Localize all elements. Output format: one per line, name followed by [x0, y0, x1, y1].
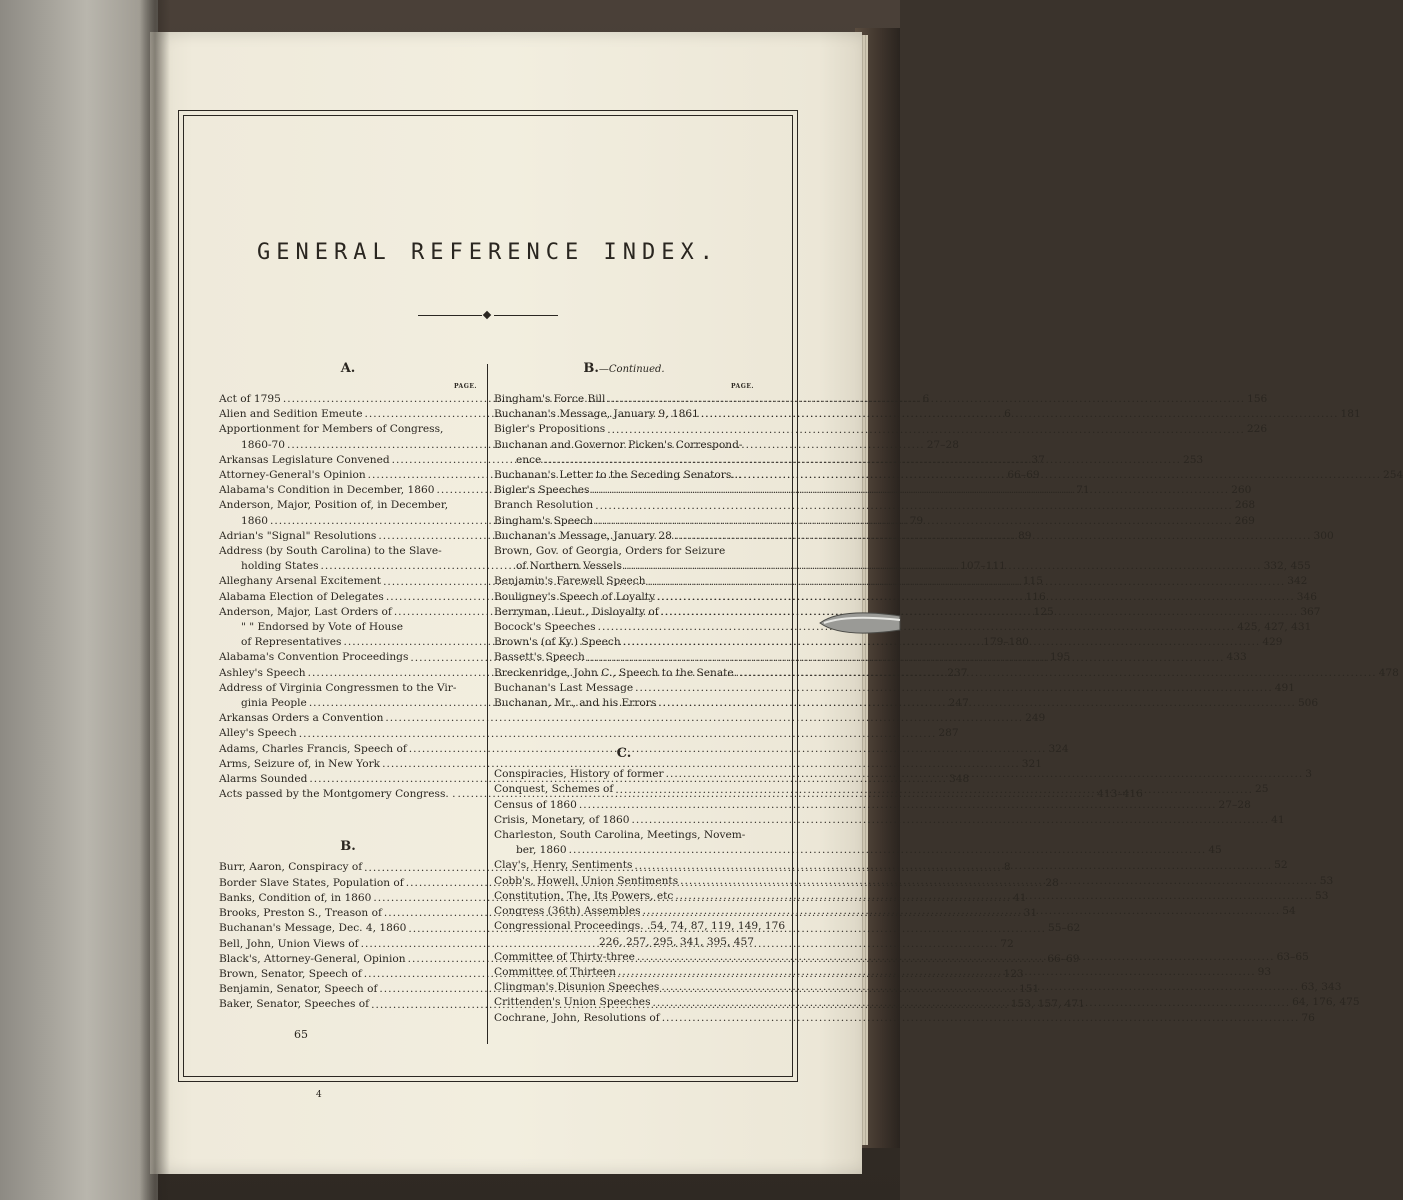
leader-dots [661, 605, 1299, 620]
entry-title: Anderson, Major, Last Orders of [219, 605, 392, 618]
entry-page-ref: 287 [938, 727, 959, 740]
leader-dots [662, 1011, 1300, 1026]
entry-title: " " Endorsed by Vote of House [241, 621, 404, 634]
entry-title: Burr, Aaron, Conspiracy of [219, 861, 363, 874]
entry-title: Constitution, The, Its Powers, etc [494, 889, 674, 902]
entry-page-ref: 52 [1274, 859, 1288, 872]
entry-title: Bocock's Speeches [494, 621, 596, 634]
leader-dots [450, 499, 475, 514]
leader-dots [607, 423, 1245, 438]
entry-title: Alleghany Arsenal Excitement [219, 575, 382, 588]
entry-title: Berryman, Lieut., Disloyalty of [494, 605, 659, 618]
entry-title: ginia People [241, 697, 307, 710]
leader-dots [653, 996, 1291, 1011]
entry-title: Bingham's Speech [494, 514, 594, 527]
entry-page-ref: 6 [922, 393, 930, 405]
section-heading-a: A. [340, 361, 356, 376]
entry-page-ref: 156 [1247, 393, 1268, 405]
entry-title: Committee of Thirteen [494, 965, 617, 978]
entry-title: Address (by South Carolina) to the Slave- [219, 545, 442, 558]
entry-page-ref: 41 [1271, 813, 1285, 826]
index-entry [219, 711, 1046, 726]
title-ornament [418, 314, 558, 317]
entry-page-ref: 3 [1305, 768, 1312, 781]
entry-title: Buchanan's Message, January 9, 1861 [494, 408, 699, 421]
leader-dots [658, 696, 1296, 711]
entry-page-ref: 89 [1018, 529, 1032, 542]
entry-title: Arkansas Orders a Convention [219, 712, 384, 725]
entry-title: Buchanan's Message, Dec. 4, 1860 [219, 922, 407, 935]
entry-title: Bigler's Propositions [494, 423, 606, 436]
index-entry [494, 828, 754, 843]
entry-title: ence [516, 453, 542, 466]
entry-title: Buchanan and Governor Picken's Correspond- [494, 438, 743, 451]
leader-dots [648, 575, 1286, 590]
entry-page-ref: 63–65 [1276, 950, 1309, 963]
entry-page-ref: 45 [1208, 844, 1222, 857]
page-number: 4 [316, 1090, 322, 1100]
leader-dots [445, 423, 475, 438]
leader-dots [634, 859, 1272, 874]
leader-dots [727, 544, 752, 559]
entry-page-ref: 332, 455 [1263, 560, 1311, 573]
leader-dots [618, 965, 1256, 980]
entry-page-ref: 247 [948, 697, 969, 710]
facing-page-left [0, 0, 158, 1200]
entry-page-ref: 260 [1231, 484, 1252, 497]
entry-page-ref: 66–69 [1007, 469, 1040, 482]
entry-title: Buchanan's Message, January 28 [494, 529, 672, 542]
entry-title: Brooks, Preston S., Treason of [219, 907, 382, 920]
leader-dots [743, 468, 1381, 483]
index-entry [219, 544, 477, 559]
entry-title: Bell, John, Union Views of [219, 937, 359, 950]
entry-page-ref: 53 [1319, 874, 1334, 887]
leader-dots [637, 950, 1275, 965]
entry-title: Congress (36th) Assembles [494, 905, 641, 918]
entry-page-ref: 27–28 [1218, 798, 1251, 811]
entry-page-ref: 8 [1003, 861, 1011, 874]
entry-title: Bassett's Speech [494, 651, 585, 664]
entry-title: Baker, Senator, Speeches of [219, 998, 370, 1011]
letter-opener-bookmark [818, 606, 900, 640]
index-entry [494, 813, 1285, 828]
leader-dots [744, 438, 752, 453]
entry-page-ref: 342 [1287, 575, 1308, 588]
index-entry [219, 742, 1069, 757]
entry-page-ref: 25 [1254, 783, 1269, 796]
entry-page-ref: 179–180 [983, 636, 1029, 649]
entry-page-ref: 324 [1048, 742, 1069, 755]
entry-title: 226, 257, 295, 341, 395, 457 [599, 935, 754, 948]
leader-dots [643, 904, 1281, 919]
index-entry [494, 422, 1268, 437]
entry-page-ref: 76 [1301, 1011, 1315, 1024]
entry-title: Charleston, South Carolina, Meetings, Novem- [494, 829, 746, 842]
entry-title: Clay's, Henry, Sentiments [494, 859, 633, 872]
entry-title: Branch Resolution [494, 499, 594, 512]
entry-page-ref: 300 [1313, 529, 1334, 542]
entry-title: Act of 1795 [219, 393, 281, 405]
entry-page-ref: 367 [1300, 605, 1321, 618]
section-heading-b-continued [494, 360, 754, 378]
leader-dots [579, 798, 1217, 813]
section-heading-b: B. [340, 839, 356, 855]
leader-dots [591, 483, 1229, 498]
entry-title: Conspiracies, History of former [494, 768, 664, 781]
entry-page-ref: 433 [1226, 651, 1247, 664]
entry-title: Buchanan's Last Message [494, 681, 634, 694]
leader-dots [569, 843, 1207, 858]
entry-page-ref: 41 [1013, 891, 1027, 904]
entry-title: Brown, Senator, Speech of [219, 967, 362, 980]
entry-page-ref: 53 [1314, 889, 1329, 902]
entry-page-ref: 64, 176, 475 [1292, 996, 1360, 1009]
index-entry [219, 620, 477, 635]
leader-dots [666, 767, 1304, 782]
index-entry [494, 392, 1268, 407]
entry-page-ref: 151 [1019, 983, 1040, 996]
index-entry [494, 407, 1361, 422]
entry-title: Breckenridge, John C., Speech to the Senate. [494, 666, 738, 679]
entry-title: Ashley's Speech [219, 666, 306, 679]
entry-title: Bingham's Force Bill [494, 393, 606, 405]
index-entry [494, 620, 1312, 635]
entry-title: Adams, Charles Francis, Speech of [219, 742, 407, 755]
entry-title: Brown's (of Ky.) Speech [494, 636, 621, 649]
entry-page-ref: 79 [909, 514, 924, 527]
entry-page-ref: 66–69 [1047, 952, 1080, 965]
index-entry [494, 544, 754, 559]
entry-title: Border Slave States, Population of [219, 876, 404, 889]
entry-page-ref: 491 [1274, 681, 1296, 694]
leader-dots [680, 874, 1318, 889]
entry-title: Address of Virginia Congressmen to the Vir- [219, 681, 457, 694]
entry-title: Anderson, Major, Position of, in December, [219, 499, 449, 512]
ornament-rule-right [494, 315, 558, 316]
page-title: GENERAL REFERENCE INDEX. [257, 240, 719, 265]
index-entry [494, 681, 1296, 696]
leader-dots [631, 813, 1269, 828]
index-entry [494, 798, 1251, 813]
entry-page-ref: 226 [1246, 423, 1268, 436]
ornament-rule-left [418, 315, 482, 316]
entry-page-ref: 93 [1257, 965, 1272, 978]
entry-title: 1860 [241, 514, 268, 527]
leader-dots [587, 651, 1225, 666]
entry-page-ref: 268 [1234, 499, 1256, 512]
leader-dots [444, 544, 475, 559]
entry-title: Bouligney's Speech of Loyalty [494, 590, 656, 603]
column-footer-number: 65 [294, 1028, 308, 1041]
leader-dots [624, 559, 1262, 574]
leader-dots [543, 453, 1181, 468]
entry-title: Black's, Attorney-General, Opinion [219, 952, 406, 965]
entry-page-ref: 425, 427, 431 [1237, 621, 1312, 634]
entry-page-ref: 55–62 [1047, 922, 1081, 935]
leader-dots [675, 889, 1313, 904]
index-entry [494, 935, 754, 950]
entry-title: Alley's Speech [219, 727, 297, 740]
entry-title: Committee of Thirty-three [494, 950, 635, 963]
entry-title: Alabama's Convention Proceedings [219, 651, 409, 664]
entry-title: of Northern Vessels [516, 560, 622, 573]
entry-page-ref: 429 [1262, 636, 1283, 649]
index-entry [494, 843, 1222, 858]
entry-page-ref: 249 [1025, 712, 1046, 725]
entry-page-ref: 253 [1182, 453, 1204, 466]
entry-page-ref: 413–416 [1097, 788, 1143, 801]
entry-title: Cochrane, John, Resolutions of [494, 1011, 660, 1024]
entry-title: Benjamin, Senator, Speech of [219, 983, 378, 996]
entry-title: Alien and Sedition Emeute [219, 408, 363, 421]
entry-page-ref: 125 [1033, 605, 1054, 618]
index-entry [494, 858, 1288, 873]
entry-title: Attorney-General's Opinion [219, 469, 366, 482]
leader-dots [657, 590, 1295, 605]
page-column-header: PAGE. [730, 383, 754, 390]
entry-title: Arms, Seizure of, in New York [219, 757, 381, 770]
entry-title: ber, 1860 [516, 844, 567, 857]
page-column-header: PAGE. [453, 383, 477, 390]
entry-title: of Representatives [241, 636, 342, 649]
entry-title: Adrian's "Signal" Resolutions [219, 529, 377, 542]
entry-title: Conquest, Schemes of [494, 783, 614, 796]
entry-title: Alabama Election of Delegates [219, 590, 384, 603]
index-entry [494, 1011, 1315, 1026]
entry-page-ref: 37 [1031, 453, 1045, 466]
section-heading-c: C. [616, 746, 632, 762]
entry-page-ref: 237 [947, 666, 968, 679]
entry-page-ref: 478 [1378, 666, 1399, 679]
entry-page-ref: 348 [949, 773, 970, 786]
index-entry [494, 498, 1256, 513]
entry-title: Apportionment for Members of Congress, [219, 423, 444, 436]
index-entry [219, 726, 959, 741]
leader-dots [635, 681, 1273, 696]
entry-title: Crittenden's Union Speeches [494, 996, 651, 1009]
entry-page-ref: 107–111 [960, 560, 1006, 573]
entry-title: Bigler's Speeches [494, 484, 590, 497]
entry-page-ref: 63, 343 [1301, 981, 1342, 994]
entry-page-ref: 54 [1282, 905, 1296, 918]
entry-title: 1860-70 [241, 438, 286, 451]
leader-dots [598, 620, 1236, 635]
entry-page-ref: 28 [1045, 876, 1059, 889]
index-entry [219, 422, 477, 437]
leader-dots [615, 783, 1253, 798]
entry-page-ref: 506 [1297, 697, 1319, 710]
leader-dots [661, 980, 1299, 995]
index-entry [219, 757, 1042, 772]
entry-page-ref: 123 [1003, 967, 1024, 980]
entry-title: Benjamin's Farewell Speech [494, 575, 646, 588]
leader-dots [701, 407, 1339, 422]
entry-page-ref: 321 [1021, 757, 1042, 770]
entry-page-ref: 195 [1050, 651, 1071, 664]
entry-page-ref: 6 [1004, 408, 1011, 421]
entry-title: Buchanan's Letter to the Seceding Senators... [494, 469, 742, 482]
entry-title: Alarms Sounded [219, 773, 308, 786]
entry-page-ref: 346 [1296, 590, 1317, 603]
entry-page-ref: 115 [1022, 575, 1043, 588]
entry-page-ref: 71 [1076, 484, 1090, 497]
entry-title: Banks, Condition of, in 1860 [219, 891, 372, 904]
entry-title: Acts passed by the Montgomery Congress. . [219, 788, 456, 801]
index-entry [494, 438, 754, 453]
entry-title: holding States [241, 560, 319, 573]
index-entry [494, 919, 786, 934]
leader-dots [623, 635, 1261, 650]
leader-dots [595, 499, 1233, 514]
entry-title: Congressional Proceedings. .54, 74, 87, 119, 149, 176 [494, 920, 786, 933]
leader-dots [405, 620, 475, 635]
entry-title: Crisis, Monetary, of 1860 [494, 813, 630, 826]
entry-page-ref: 254 [1383, 469, 1403, 482]
entry-page-ref: 31 [1023, 907, 1038, 920]
leader-dots [674, 529, 1312, 544]
leader-dots [458, 681, 475, 696]
leader-dots [607, 392, 1245, 407]
entry-title: Census of 1860 [494, 798, 577, 811]
leader-dots [595, 514, 1233, 529]
leader-dots [739, 666, 1377, 681]
leader-dots [747, 828, 752, 843]
spine-shadow [140, 0, 170, 1200]
entry-title: Cobb's, Howell, Union Sentiments [494, 874, 679, 887]
entry-title: Arkansas Legislature Convened [219, 453, 390, 466]
entry-page-ref: 72 [1000, 937, 1014, 950]
index-entry [219, 681, 477, 696]
entry-page-ref: 269 [1234, 514, 1255, 527]
entry-title: Buchanan, Mr., and his Errors [494, 697, 657, 710]
entry-page-ref: 181 [1340, 408, 1361, 421]
index-entry [219, 498, 477, 513]
entry-title: Alabama's Condition in December, 1860 [219, 484, 435, 497]
entry-title: Brown, Gov. of Georgia, Orders for Seizure [494, 545, 726, 558]
entry-page-ref: 27–28 [926, 438, 959, 451]
section-letter: B. [583, 361, 599, 376]
entry-page-ref: 153, 157, 471 [1010, 998, 1085, 1011]
entry-title: Clingman's Disunion Speeches [494, 981, 660, 994]
entry-page-ref: 116 [1025, 590, 1046, 603]
continued-label: —Continued. [598, 364, 665, 375]
